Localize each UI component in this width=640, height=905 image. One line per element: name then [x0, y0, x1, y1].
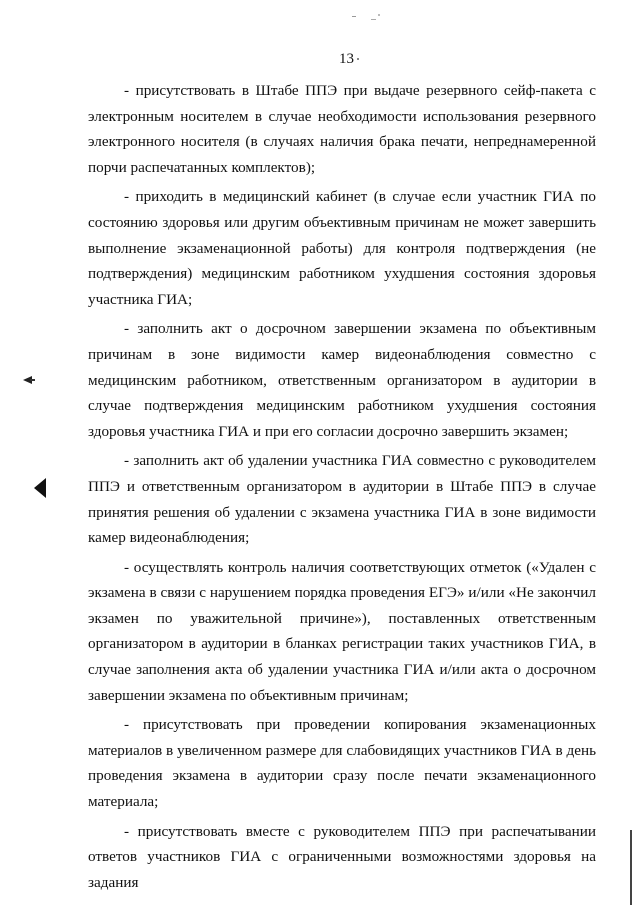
scan-speck: [371, 19, 376, 20]
document-body: [88, 78, 596, 895]
margin-arrow-tail: [30, 379, 35, 381]
scan-speck: [357, 58, 359, 60]
margin-arrow-icon: [34, 478, 46, 498]
paragraph: - присутствовать вместе с руководителем ППЭ при распечатывании ответов участников ГИА с ограниченными возможностями здоровья на задания: [88, 822, 596, 891]
scan-speck: [352, 16, 356, 17]
page-number: 13: [339, 51, 354, 67]
paragraph: - присутствовать при проведении копирования экзаменационных материалов в увеличенном размере для слабовидящих участников ГИА в день проведения экзамена в аудитории сразу после печати экзаменационного материала;: [88, 716, 596, 811]
paragraph: - заполнить акт о досрочном завершении экзамена по объективным причинам в зоне видимости камер видеонаблюдения совместно с медицинским работником, ответственным организатором в аудитории в случае подтверждения медицинским работником ухудшения состояния здоровья участника ГИА и при его согласии досрочно завершить экзамен;: [88, 320, 596, 440]
paragraph: - приходить в медицинский кабинет (в случае если участник ГИА по состоянию здоровья или другим объективным причинам не может завершить выполнение экзаменационной работы) для контроля подтверждения (не подтверждения) медицинским работником ухудшения состояния здоровья участника ГИА;: [88, 188, 596, 308]
scan-edge-line: [630, 830, 632, 905]
paragraph: - осуществлять контроль наличия соответствующих отметок («Удален с экзамена в связи с нарушением порядка проведения ЕГЭ» и/или «Не закончил экзамен по уважительной причине»), поставленных ответственным организатором в аудитории в бланках регистрации таких участников ГИА, в случае заполнения акта об удалении участника ГИА и/или акта о досрочном завершении экзамена по объективным причинам;: [88, 558, 596, 704]
paragraph: - присутствовать в Штабе ППЭ при выдаче резервного сейф-пакета с электронным носителем в случае необходимости использования резервного электронного носителя (в случаях наличия брака печати, непреднамеренной порчи распечатанных комплектов);: [88, 82, 596, 176]
paragraph: - заполнить акт об удалении участника ГИА совместно с руководителем ППЭ и ответственным организатором в аудитории в Штабе ППЭ в случае принятия решения об удалении с экзамена участника ГИА в зоне видимости камер видеонаблюдения;: [88, 452, 596, 547]
scan-speck: [378, 14, 380, 16]
